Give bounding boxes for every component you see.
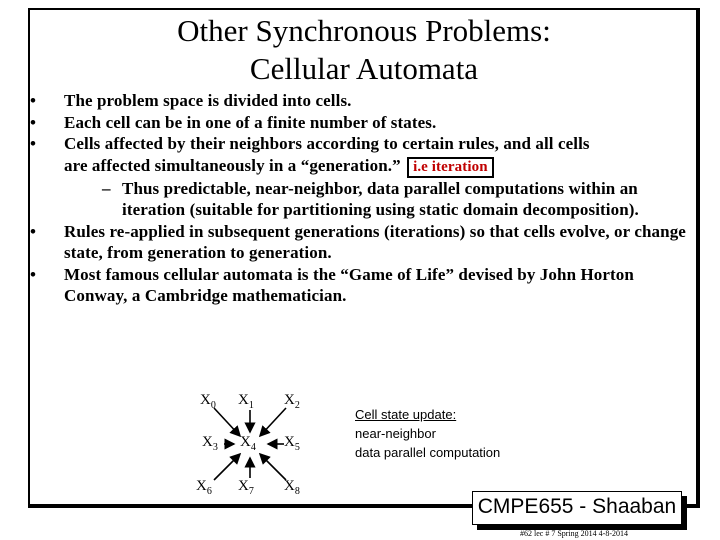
cell-x6: $X_6$ (196, 478, 212, 497)
cell-x4: $X_4$ (240, 434, 256, 453)
bullet-list (30, 90, 696, 307)
bullet-4: • Rules re-applied in subsequent generations (iterations) so that cells evolve, or change state, from generation to generation. (30, 221, 696, 264)
arrow-from-x6 (214, 454, 240, 480)
bullet-1: • The problem space is divided into cells. (30, 90, 696, 112)
cell-x0: $X_0$ (200, 392, 216, 411)
bullet-3-line-1: Cells affected by their neighbors according to certain rules, and all cells (64, 134, 590, 153)
bullet-3-line-2: are affected simultaneously in a “generation.” (64, 155, 401, 175)
arrow-from-x2 (260, 408, 286, 436)
sub-bullet-dash: – (102, 178, 111, 198)
sub-bullet-text: Thus predictable, near-neighbor, data parallel computations within an iteration (suitable for partitioning using static domain decomposition). (122, 178, 639, 219)
slide-title (28, 12, 700, 88)
sub-bullet (64, 178, 696, 221)
bullet-3 (30, 133, 696, 221)
caption-line-2: near-neighbor (355, 426, 436, 441)
cell-x3: $X_3$ (202, 434, 218, 453)
title-line-1: Other Synchronous Problems: (177, 13, 551, 48)
arrow-from-x0 (214, 408, 240, 436)
bullet-2: • Each cell can be in one of a finite number of states. (30, 112, 696, 134)
iteration-box: i.e iteration (407, 157, 494, 178)
caption-line-3: data parallel computation (355, 445, 501, 460)
arrow-from-x8 (260, 454, 286, 480)
cell-grid-diagram (190, 386, 330, 506)
cell-x5: $X_5$ (284, 434, 300, 453)
title-line-2: Cellular Automata (249, 51, 479, 86)
cell-x8: $X_8$ (284, 478, 300, 497)
caption-line-1: Cell state update: (355, 407, 457, 422)
bullet-5: • Most famous cellular automata is the “Game of Life” devised by John Horton Conway, a Cambridge mathematician. (30, 264, 696, 307)
course-logo: CMPE655 - Shaaban (472, 491, 682, 525)
cell-update-caption (355, 405, 500, 462)
cell-x2: $X_2$ (284, 392, 300, 411)
cell-x7: $X_7$ (238, 478, 254, 497)
slide-footer: #62 lec # 7 Spring 2014 4-8-2014 (520, 529, 628, 538)
cell-x1: $X_1$ (238, 392, 254, 411)
